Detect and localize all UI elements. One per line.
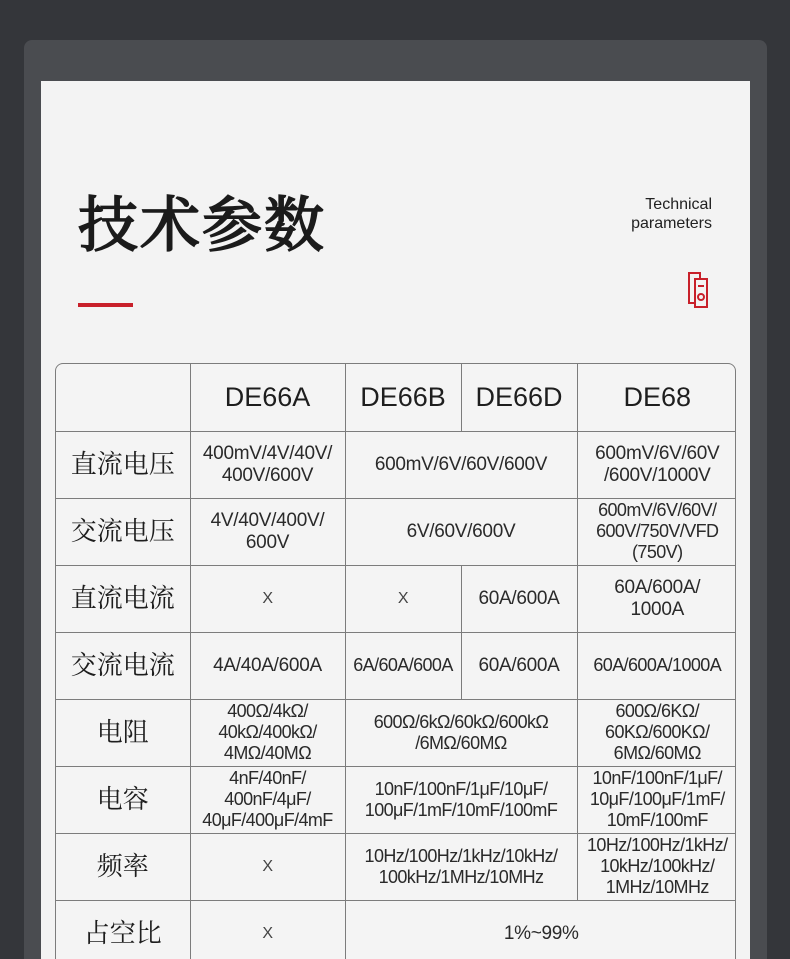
table-row: [56, 766, 736, 833]
table-cell: X: [190, 833, 345, 900]
table-row: [56, 833, 736, 900]
table-cell: X: [190, 565, 345, 632]
table-row: [56, 431, 736, 498]
table-row: [56, 699, 736, 766]
table-cell: 10nF/100nF/1μF/10μF/ 100μF/1mF/10mF/100mF: [345, 766, 577, 833]
table-cell: 60A/600A: [461, 632, 577, 699]
table-cell: 4V/40V/400V/ 600V: [190, 498, 345, 565]
table-cell: 4A/40A/600A: [190, 632, 345, 699]
model-header: DE66D: [461, 364, 577, 431]
table-row: [56, 900, 736, 959]
header-corner-cell: [56, 364, 190, 431]
table-cell: 10Hz/100Hz/1kHz/10kHz/ 100kHz/1MHz/10MHz: [345, 833, 577, 900]
table-cell: 6V/60V/600V: [345, 498, 577, 565]
subtitle-line-2: parameters: [631, 215, 712, 232]
table-cell: 600Ω/6kΩ/60kΩ/600kΩ /6MΩ/60MΩ: [345, 699, 577, 766]
table-row: [56, 498, 736, 565]
table-cell: 6A/60A/600A: [345, 632, 461, 699]
table-cell: 4nF/40nF/ 400nF/4μF/ 40μF/400μF/4mF: [190, 766, 345, 833]
table-cell: X: [190, 900, 345, 959]
row-label: 交流电流: [56, 632, 190, 699]
page-subtitle: [512, 195, 712, 233]
table-cell: X: [345, 565, 461, 632]
table-cell: 10nF/100nF/1μF/ 10μF/100μF/1mF/ 10mF/100mF: [577, 766, 736, 833]
table-cell: 60A/600A/ 1000A: [577, 565, 736, 632]
model-header: DE66B: [345, 364, 461, 431]
table-cell: 400mV/4V/40V/ 400V/600V: [190, 431, 345, 498]
table-cell: 600mV/6V/60V/600V: [345, 431, 577, 498]
table-header-row: [56, 364, 736, 431]
table-row: [56, 632, 736, 699]
spec-table: [55, 363, 736, 959]
table-row: [56, 565, 736, 632]
row-label: 交流电压: [56, 498, 190, 565]
row-label: 电阻: [56, 699, 190, 766]
model-header: DE66A: [190, 364, 345, 431]
table-cell: 60A/600A/1000A: [577, 632, 736, 699]
table-cell: 1%~99%: [345, 900, 736, 959]
page-title: 技术参数: [78, 191, 326, 261]
row-label: 直流电压: [56, 431, 190, 498]
subtitle-line-1: Technical: [645, 196, 712, 213]
document-icon: [686, 270, 710, 310]
table-cell: 600mV/6V/60V /600V/1000V: [577, 431, 736, 498]
table-cell: 10Hz/100Hz/1kHz/ 10kHz/100kHz/ 1MHz/10MHz: [577, 833, 736, 900]
row-label: 直流电流: [56, 565, 190, 632]
table-cell: 60A/600A: [461, 565, 577, 632]
row-label: 占空比: [56, 900, 190, 959]
model-header: DE68: [577, 364, 736, 431]
row-label: 电容: [56, 766, 190, 833]
row-label: 频率: [56, 833, 190, 900]
table-cell: 600mV/6V/60V/ 600V/750V/VFD (750V): [577, 498, 736, 565]
title-accent-bar: [78, 303, 133, 307]
table-cell: 600Ω/6KΩ/ 60KΩ/600KΩ/ 6MΩ/60MΩ: [577, 699, 736, 766]
table-cell: 400Ω/4kΩ/ 40kΩ/400kΩ/ 4MΩ/40MΩ: [190, 699, 345, 766]
